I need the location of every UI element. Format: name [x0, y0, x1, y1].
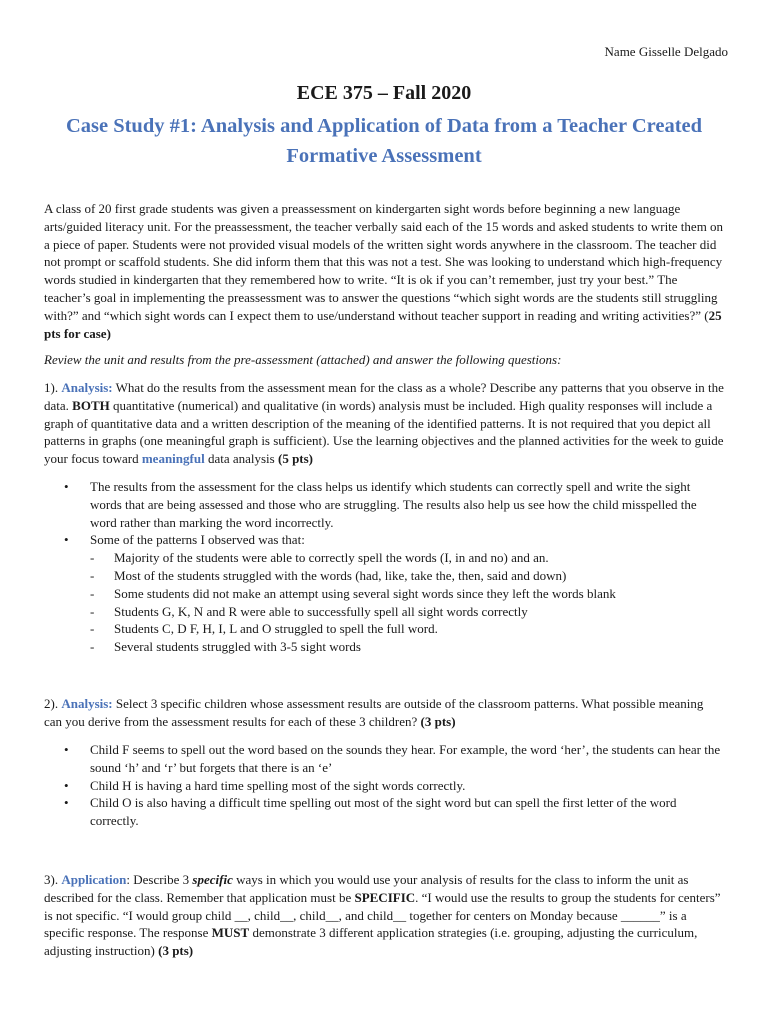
- q3-points: (3 pts): [158, 943, 194, 959]
- pattern-item: - Students G, K, N and R were able to successfully spell all sight words correctly: [114, 603, 724, 621]
- intro-paragraph: [44, 200, 724, 342]
- q1-answers: [44, 478, 724, 656]
- intro-points: 25 pts for case): [44, 307, 722, 341]
- instruction-line: [44, 351, 724, 369]
- q3-number: 3).: [44, 872, 62, 887]
- q2-number: 2).: [44, 696, 62, 711]
- q1-label: Analysis:: [61, 380, 113, 395]
- pattern-item: - Students C, D F, H, I, L and O struggled to spell the full word.: [114, 620, 724, 638]
- pattern-item: - Most of the students struggled with the words (had, like, take the, then, said and down): [114, 567, 724, 585]
- q2-points: (3 pts): [420, 713, 456, 729]
- student-name: Name Gisselle Delgado: [604, 44, 728, 59]
- q3-label: Application: [61, 872, 127, 887]
- pattern-list: [90, 549, 724, 656]
- case-study-title: Case Study #1: Analysis and Application of Data from a Teacher Created Formative Assessment: [65, 115, 703, 167]
- pattern-item: - Majority of the students were able to correctly spell the words (I, in and no) and an.: [114, 549, 724, 567]
- q3-must: MUST: [211, 925, 250, 941]
- q1-number: 1).: [44, 380, 62, 395]
- course-heading: ECE 375 – Fall 2020: [296, 82, 472, 104]
- q2-answer-item: • Child H is having a hard time spelling most of the sight words correctly.: [90, 777, 724, 795]
- q3-text-b: . “I would use the results to group the students for centers” is not specific. “I would group child __, child__, child__, and child__ together for centers on Monday because ______” is a specific response. The response: [44, 889, 721, 941]
- q1-answer-item: [90, 478, 724, 531]
- pattern-item: - Some students did not make an attempt using several sight words since they left the words blank: [114, 585, 724, 603]
- question-1: [44, 379, 724, 468]
- q2-answers: [44, 741, 724, 830]
- question-2: [44, 695, 724, 731]
- q1-answer-item: [90, 531, 724, 656]
- question-3: [44, 871, 724, 960]
- pattern-item: - Several students struggled with 3-5 sight words: [114, 638, 724, 656]
- q1-text-b: quantitative (numerical) and qualitative (in words) analysis must be included. High quality responses will include a graph of quantitative data and a written description of the meaning of the identified patterns. It is not required that you depict all patterns in graphs (one meaningful graph is sufficient). Use the learning objectives and the planned activities for the week to guide your focus toward: [44, 397, 724, 467]
- q3-colon: : Describe 3: [126, 872, 193, 887]
- q3-text-c: demonstrate 3 different application strategies (i.e. grouping, adjusting the curriculum, adjusting instruction): [44, 925, 698, 959]
- q3-specific-caps: SPECIFIC: [354, 889, 416, 905]
- q2-label: Analysis:: [61, 696, 113, 711]
- q2-answer-item: • Child F seems to spell out the word based on the sounds they hear. For example, the word ‘her’, the students can hear the sound ‘h’ and ‘r’ but forgets that there is an ‘e’: [90, 741, 724, 777]
- q1-both: BOTH: [72, 397, 110, 413]
- instruction-text: Review the unit and results from the pre-assessment (attached) and answer the following questions:: [44, 352, 562, 367]
- q2-answer-item: • Child O is also having a difficult time spelling out most of the sight word but can spell the first letter of the word correctly.: [90, 794, 724, 830]
- q3-text-a: ways in which you would use your analysis of results for the class to inform the unit as described for the class. Remember that application must be: [44, 872, 689, 905]
- q1-points: (5 pts): [277, 451, 314, 467]
- q1-text-a: What do the results from the assessment mean for the class as a whole? Describe any patterns that you observe in the data.: [44, 380, 724, 413]
- q1-meaningful: meaningful: [141, 451, 205, 467]
- q2-text: Select 3 specific children whose assessment results are outside of the classroom patterns. What possible meaning can you derive from the assessment results for each of these 3 children?: [44, 696, 704, 729]
- q1-answer-text: The results from the assessment for the class helps us identify which students can correctly spell and write the sight words that are being assessed and those who are struggling. The results also help us see how the child misspelled the word rather than marking the word incorrectly.: [90, 479, 697, 530]
- q1-text-c: data analysis: [204, 451, 278, 467]
- q1-answer-text: Some of the patterns I observed was that:: [90, 532, 305, 548]
- q3-specific: specific: [192, 872, 233, 887]
- intro-text: A class of 20 first grade students was given a preassessment on kindergarten sight words before beginning a new language arts/guided literacy unit. For the preassessment, the teacher verbally said each of the 15 words and asked students to write them on a piece of paper. Students were not provided visual models of the written sight words anywhere in the classroom. The teacher did not prompt or scaffold students. She did inform them that this was not a test. She was looking to understand which high-frequency words studied in kindergarten that they remembered how to write. “It is ok if you can’t remember, just try your best.” The teacher’s goal in implementing the preassessment was to answer the questions “which sight words are the students still struggling with?” and “which sight words can I expect them to use/understand without teacher support in reading and writing activities?” (: [44, 201, 724, 323]
